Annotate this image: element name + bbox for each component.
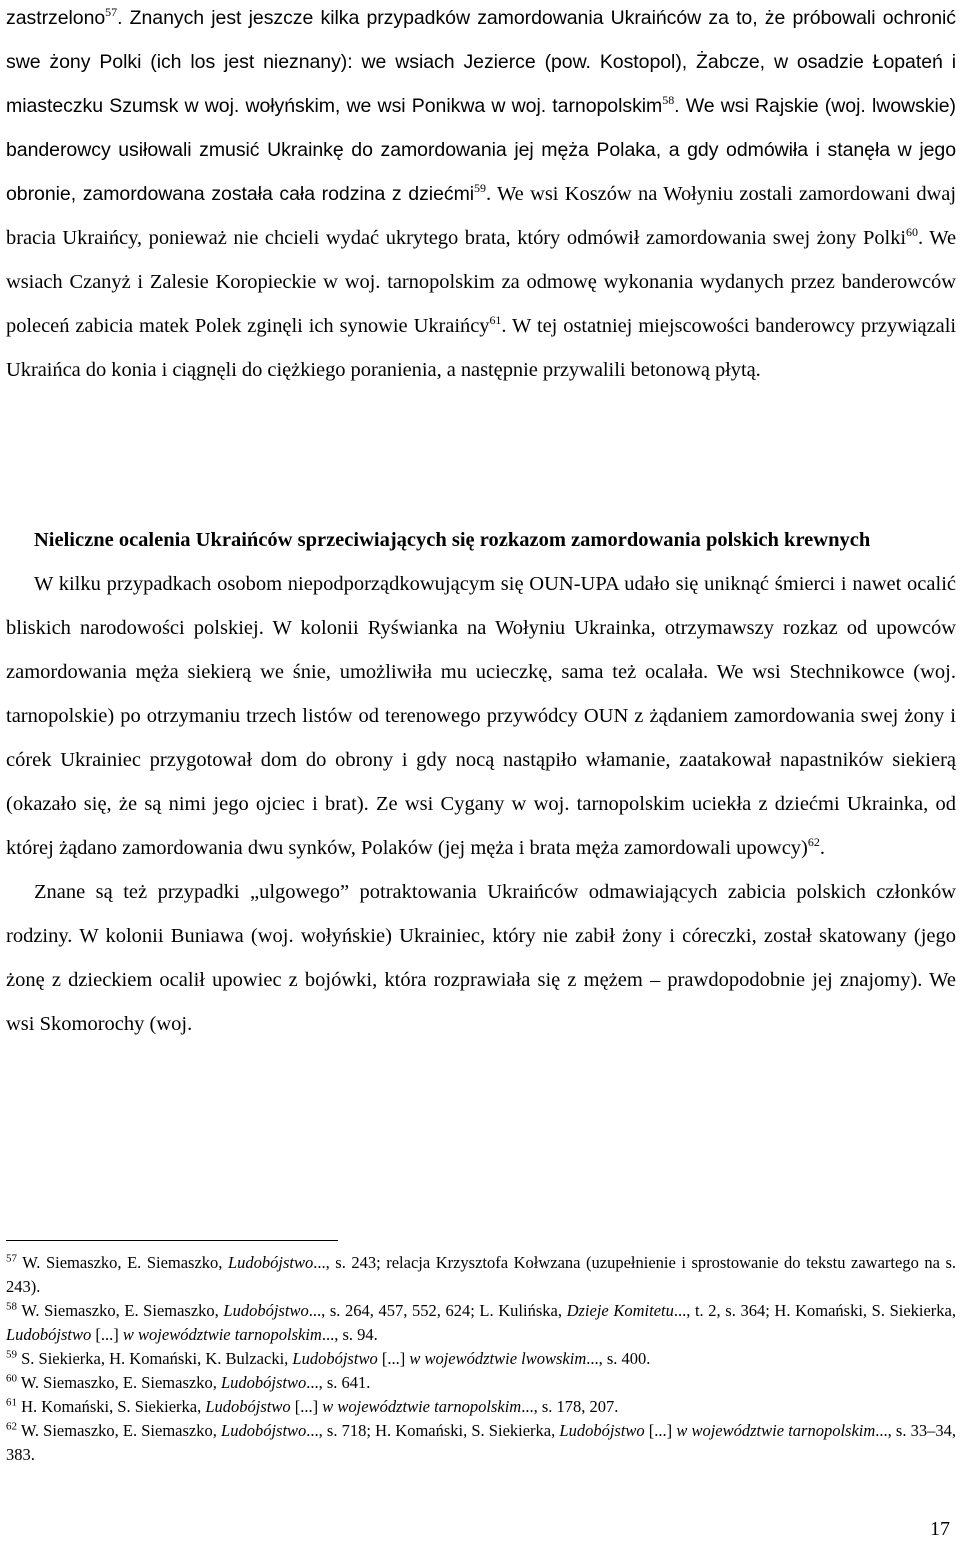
paragraph-2-text: W kilku przypadkach osobom niepodporządkowującym się OUN-UPA udało się uniknąć śmierci i nawet ocalić bliskich narodowości polskiej. W kolonii Ryświanka na Wołyniu Ukrainka, otrzymawszy rozkaz od upowców zamordowania męża siekierą we śnie, umożliwiła mu ucieczkę, sama też ocalała. We wsi Stechnikowce (woj. tarnopolskie) po otrzymaniu trzech listów od terenowego przywódcy OUN z żądaniem zamordowania swej żony i córek Ukrainiec przygotował dom do obrony i gdy nocą nastąpiło włamanie, zaatakował napastników siekierą (okazało się, że są nimi jego ojciec i brat). Ze wsi Cygany w woj. tarnopolskim uciekła z dziećmi Ukrainka, od której żądano zamordowania dwu synków, Polaków (jej męża i brata męża zamordowali upowcy)	[6, 573, 956, 859]
footnote-text: H. Komański, S. Siekierka,	[21, 1397, 206, 1416]
paragraph-2	[6, 562, 956, 870]
paragraph-3: Znane są też przypadki „ulgowego” potraktowania Ukraińców odmawiających zabicia polskich członków rodziny. W kolonii Buniawa (woj. wołyńskie) Ukrainiec, który nie zabił żony i córeczki, został skatowany (jego żonę z dzieckiem ocalił upowiec z bojówki, która rozprawiała się z mężem – prawdopodobnie jej znajomy). We wsi Skomorochy (woj.	[6, 881, 956, 1035]
footnotes	[6, 1251, 956, 1467]
footnote-58	[6, 1299, 956, 1347]
footnote-ref-62[interactable]: 62	[807, 835, 820, 850]
footnote-title: Ludobójstwo	[6, 1325, 92, 1344]
footnote-ref-57[interactable]: 57	[105, 5, 118, 20]
footnote-number: 61	[6, 1396, 17, 1409]
footnote-text: W. Siemaszko, E. Siemaszko,	[21, 1301, 224, 1320]
footnote-text: ..., s. 264, 457, 552, 624; L. Kulińska,	[308, 1301, 567, 1320]
paragraph-1-text: . We wsi Koszów na Wołyniu zostali zamordowani dwaj bracia Ukraińcy, ponieważ nie chcieli wydać ukrytego brata, który odmówił zamordowania swej żony Polki	[6, 183, 956, 249]
footnote-text: [...]	[377, 1349, 410, 1368]
footnote-text: [...]	[290, 1397, 323, 1416]
footnote-text: ..., s. 641.	[306, 1373, 371, 1392]
footnote-title: Dzieje Komitetu	[566, 1301, 674, 1320]
paragraph-1	[6, 0, 956, 392]
footnote-text: ..., s. 33–34, 383.	[6, 1421, 956, 1464]
footnote-title: w województwie tarnopolskim	[676, 1421, 876, 1440]
paragraph-2-text: .	[819, 837, 825, 859]
footnote-title: Ludobójstwo	[220, 1373, 307, 1392]
footnote-text: S. Siekierka, H. Komański, K. Bulzacki,	[21, 1349, 293, 1368]
footnote-text: ..., s. 718; H. Komański, S. Siekierka,	[306, 1421, 560, 1440]
footnote-61	[6, 1395, 956, 1419]
footnote-number: 60	[6, 1372, 17, 1385]
paragraph-1-text: . We wsi Rajskie (woj. lwowskie) banderowcy usiłowali zmusić Ukrainkę do zamordowania jej męża Polaka, a gdy odmówiła i stanęła w jego obronie, zamordowana została cała rodzina z dziećmi	[6, 95, 957, 205]
footnote-title: Ludobójstwo	[223, 1301, 309, 1320]
footnote-text: W. Siemaszko, E. Siemaszko,	[22, 1253, 228, 1272]
footnote-title: Ludobójstwo	[205, 1397, 291, 1416]
section-ocalenia	[6, 518, 956, 1046]
paragraph-1-text: . We wsiach Czanyż i Zalesie Koropieckie w woj. tarnopolskim za odmowę wykonania wydanych przez banderowców poleceń zabicia matek Polek zginęli ich synowie Ukraińcy	[6, 227, 956, 337]
footnote-title: w województwie tarnopolskim	[322, 1397, 522, 1416]
footnote-title: Ludobójstwo	[292, 1349, 378, 1368]
footnote-number: 59	[6, 1348, 17, 1361]
section-heading: Nieliczne ocalenia Ukraińców sprzeciwiających się rozkazom zamordowania polskich krewnych	[34, 529, 871, 551]
footnote-number: 57	[6, 1252, 17, 1265]
footnote-59	[6, 1347, 956, 1371]
footnote-number: 58	[6, 1300, 17, 1313]
footnote-text: ..., t. 2, s. 364; H. Komański, S. Siekierka,	[673, 1301, 957, 1320]
footnote-ref-59[interactable]: 59	[474, 181, 486, 196]
footnote-text: [...]	[91, 1325, 123, 1344]
footnote-text: ..., s. 400.	[586, 1349, 651, 1368]
footnote-number: 62	[6, 1420, 17, 1433]
footnote-ref-61[interactable]: 61	[489, 313, 502, 328]
footnote-62	[6, 1419, 956, 1467]
footnote-text: W. Siemaszko, E. Siemaszko,	[20, 1421, 222, 1440]
footnote-text: ..., s. 94.	[321, 1325, 378, 1344]
page-number: 17	[930, 1518, 950, 1540]
footnote-separator	[6, 1240, 338, 1241]
footnote-ref-58[interactable]: 58	[662, 93, 675, 108]
footnote-title: Ludobójstwo	[559, 1421, 645, 1440]
footnote-title: Ludobójstwo	[221, 1421, 307, 1440]
footnote-text: [...]	[644, 1421, 677, 1440]
footnote-title: w województwie tarnopolskim	[122, 1325, 322, 1344]
footnote-text: W. Siemaszko, E. Siemaszko,	[20, 1373, 221, 1392]
footnote-title: w województwie lwowskim	[409, 1349, 587, 1368]
footnote-60	[6, 1371, 956, 1395]
footnote-text: ..., s. 243; relacja Krzysztofa Kołwzana (uzupełnienie i sprostowanie do tekstu zawartego na s. 243).	[6, 1253, 956, 1296]
footnote-57	[6, 1251, 956, 1299]
paragraph-1-text: . W tej ostatniej miejscowości banderowcy przywiązali Ukraińca do konia i ciągnęli do ciężkiego poranienia, a następnie przywalili betonową płytą.	[6, 315, 956, 381]
paragraph-1-text: zastrzelono	[6, 7, 106, 29]
footnote-ref-60[interactable]: 60	[906, 225, 918, 240]
footnote-text: ..., s. 178, 207.	[521, 1397, 619, 1416]
paragraph-1-text: . Znanych jest jeszcze kilka przypadków zamordowania Ukraińców za to, że próbowali ochronić swe żony Polki (ich los jest nieznany): we wsiach Jezierce (pow. Kostopol), Żabcze, w osadzie Łopateń i miasteczku Szumsk w woj. wołyńskim, we wsi Ponikwa w woj. tarnopolskim	[6, 7, 956, 117]
footnote-title: Ludobójstwo	[227, 1253, 314, 1272]
